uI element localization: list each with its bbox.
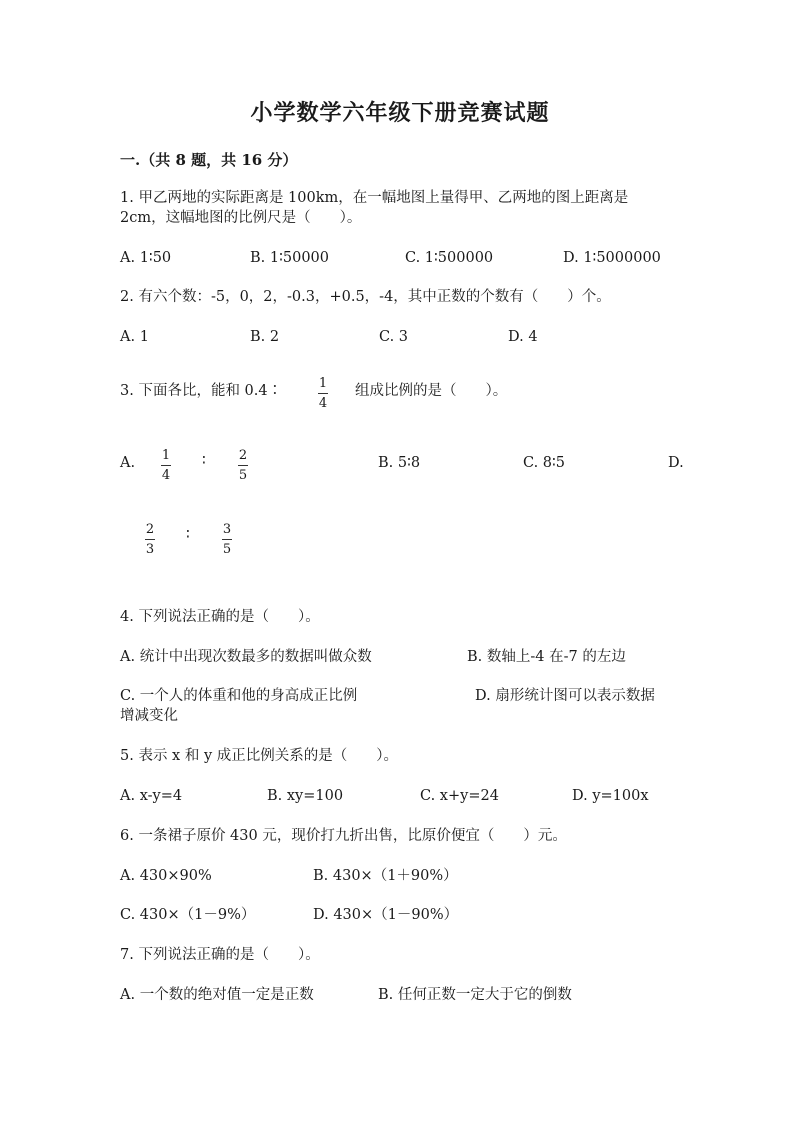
denominator: 3 bbox=[145, 542, 155, 557]
denominator: 5 bbox=[238, 468, 248, 483]
q3-option-b: B. 5∶8 bbox=[378, 455, 421, 471]
q6-option-b: B. 430×（1＋90%） bbox=[313, 868, 458, 884]
page-title: 小学数学六年级下册竞赛试题 bbox=[250, 100, 550, 126]
question-2: 2. 有六个数：-5，0，2，-0.3，+0.5，-4，其中正数的个数有（ ）个。 bbox=[120, 289, 611, 305]
question-1-line2: 2cm，这幅地图的比例尺是（ ）。 bbox=[120, 210, 362, 226]
q3-option-a-fraction-2 bbox=[238, 448, 248, 483]
question-3-prefix: 3. 下面各比，能和 0.4∶ bbox=[120, 383, 283, 399]
q4-option-a: A. 统计中出现次数最多的数据叫做众数 bbox=[120, 649, 372, 665]
q3-option-a-label: A. bbox=[120, 455, 136, 471]
q5-option-c: C. x+y=24 bbox=[420, 788, 499, 804]
q4-option-d: D. 扇形统计图可以表示数据 bbox=[475, 688, 655, 704]
question-6: 6. 一条裙子原价 430 元，现价打九折出售，比原价便宜（ ）元。 bbox=[120, 828, 567, 844]
q1-option-c: C. 1∶500000 bbox=[405, 250, 494, 266]
q5-option-d: D. y=100x bbox=[572, 788, 649, 804]
q4-option-b: B. 数轴上-4 在-7 的左边 bbox=[467, 649, 626, 665]
q2-option-a: A. 1 bbox=[120, 329, 149, 345]
q4-option-d-continued: 增减变化 bbox=[120, 708, 178, 724]
q7-option-a: A. 一个数的绝对值一定是正数 bbox=[120, 987, 314, 1003]
q5-option-b: B. xy=100 bbox=[267, 788, 344, 804]
numerator: 1 bbox=[161, 448, 171, 463]
fraction-bar bbox=[318, 393, 328, 394]
fraction-bar bbox=[145, 539, 155, 540]
fraction-bar bbox=[238, 465, 248, 466]
question-7: 7. 下列说法正确的是（ ）。 bbox=[120, 947, 320, 963]
q3-fraction bbox=[318, 376, 328, 411]
numerator: 2 bbox=[145, 522, 155, 537]
q1-option-d: D. 1∶5000000 bbox=[563, 250, 661, 266]
q2-option-d: D. 4 bbox=[508, 329, 538, 345]
denominator: 4 bbox=[318, 396, 328, 411]
question-1-line1: 1. 甲乙两地的实际距离是 100km，在一幅地图上量得甲、乙两地的图上距离是 bbox=[120, 190, 629, 206]
numerator: 2 bbox=[238, 448, 248, 463]
numerator: 1 bbox=[318, 376, 328, 391]
q6-option-d: D. 430×（1－90%） bbox=[313, 907, 459, 923]
q3-option-d-label: D. bbox=[668, 455, 684, 471]
question-4: 4. 下列说法正确的是（ ）。 bbox=[120, 609, 320, 625]
q2-option-b: B. 2 bbox=[250, 329, 280, 345]
q6-option-c: C. 430×（1－9%） bbox=[120, 907, 256, 923]
numerator: 3 bbox=[222, 522, 232, 537]
denominator: 4 bbox=[161, 468, 171, 483]
q4-option-c: C. 一个人的体重和他的身高成正比例 bbox=[120, 688, 358, 704]
q3-option-a-fraction-1 bbox=[161, 448, 171, 483]
section-heading: 一.（共 8 题，共 16 分） bbox=[120, 151, 298, 169]
q2-option-c: C. 3 bbox=[379, 329, 409, 345]
ratio-colon: ∶ bbox=[202, 453, 206, 469]
ratio-colon: ∶ bbox=[186, 527, 190, 543]
q6-option-a: A. 430×90% bbox=[120, 868, 212, 884]
fraction-bar bbox=[222, 539, 232, 540]
question-3-suffix: 组成比例的是（ ）。 bbox=[355, 383, 508, 399]
fraction-bar bbox=[161, 465, 171, 466]
q5-option-a: A. x-y=4 bbox=[120, 788, 183, 804]
q7-option-b: B. 任何正数一定大于它的倒数 bbox=[378, 987, 572, 1003]
q3-option-c: C. 8∶5 bbox=[523, 455, 566, 471]
q3-option-d-fraction-1 bbox=[145, 522, 155, 557]
q1-option-a: A. 1∶50 bbox=[120, 250, 172, 266]
question-5: 5. 表示 x 和 y 成正比例关系的是（ ）。 bbox=[120, 748, 398, 764]
q3-option-d-fraction-2 bbox=[222, 522, 232, 557]
q1-option-b: B. 1∶50000 bbox=[250, 250, 329, 266]
denominator: 5 bbox=[222, 542, 232, 557]
